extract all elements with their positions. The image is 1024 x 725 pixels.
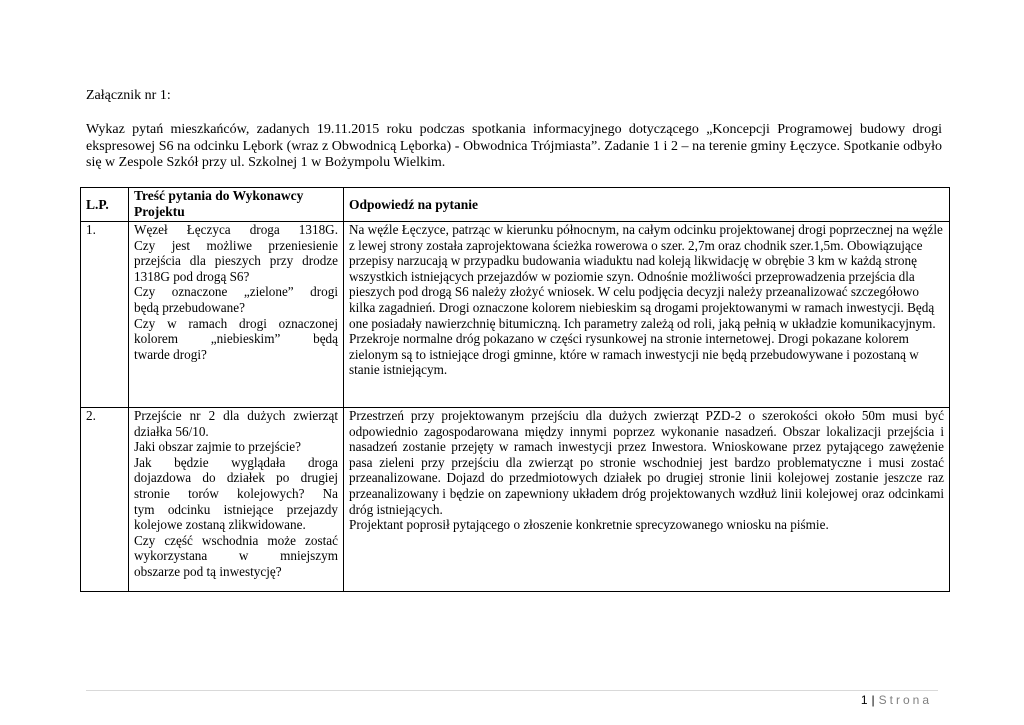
question-line: Czy jest możliwe przeniesienie (134, 237, 338, 253)
question-line: wykorzystana w mniejszym (134, 548, 338, 564)
answer-paragraph: Przestrzeń przy projektowanym przejściu dla dużych zwierząt PZD-2 o szerokości około 50m musi być odpowiednio zagospodarowana między innymi poprzez wykonanie nasadzeń. Obszar lokalizacji przejścia i nasadzeń zostanie przejęty w ramach inwestycji przez Inwestora. Wnioskowane przez pytającego zawężenie pasa zieleni przy przejściu dla zwierząt po stronie wschodniej jest bardzo problematyczne i musi zostać przeanalizowane. Dojazd do przedmiotowych działek po drugiej stronie linii kolejowej zostanie jeszcze raz przeanalizowany i będzie on zapewniony układem dróg projektowanych wzdłuż linii kolejowej oraz odcinkami dróg istniejących. (349, 408, 944, 517)
question-line: 1318G pod drogą S6? (134, 268, 250, 284)
question-line: Czy w ramach drogi oznaczonej (134, 315, 338, 331)
page-number: 1 (860, 693, 868, 707)
question-line: Czy oznaczone „zielone” drogi (134, 284, 338, 300)
answer-cell (344, 408, 950, 592)
intro-paragraph: Wykaz pytań mieszkańców, zadanych 19.11.2015 roku podczas spotkania informacyjnego dotyczącego „Koncepcji Programowej budowy drogi ekspresowej S6 na odcinku Lębork (wraz z Obwodnicą Lęborka) - Obwodnica Trójmiasta”. Zadanie 1 i 2 – na terenie gminy Łęczyce. Spotkanie odbyło się w Zespole Szkół przy ul. Szkolnej 1 w Bożympolu Wielkim. (86, 122, 942, 170)
answer-paragraph: Projektant poprosił pytającego o złoszenie konkretnie sprecyzowanego wniosku na piśmie. (349, 517, 829, 533)
table-header-row (81, 188, 950, 222)
page-word: Strona (878, 693, 932, 707)
answer-paragraph: Na węźle Łęczyce, patrząc w kierunku północnym, na całym odcinku projektowanej drogi poprzecznej na węźle z lewej strony została zaprojektowana ścieżka rowerowa o szer. 2,7m oraz chodnik szer.1,5m. Obowiązujące przepisy narzucają w przypadku budowania wiaduktu nad koleją likwidację w obrębie 3 km w każdą stronę wszystkich istniejących przejazdów w poziomie szyn. Odnośnie możliwości przeprowadzenia przejścia dla pieszych pod drogą S6 należy złożyć wniosek. W celu podjęcia decyzji należy przeanalizować szczegółowo kilka zagadnień. Drogi oznaczone kolorem niebieskim są drogami projektowanymi w ramach inwestycji. Będą one posiadały nawierzchnię bitumiczną. Ich parametry zależą od roli, jaką pełnią w układzie komunikacyjnym. Przekroje normalne dróg pokazano w części rysunkowej na stronie internetowej. Drogi pokazane kolorem zielonym są to istniejące drogi gminne, które w ramach inwestycji nie będą przebudowywane i pozostaną w stanie istniejącym. (349, 222, 943, 378)
question-line: Jak będzie wyglądała droga (134, 454, 338, 470)
footer-divider (86, 690, 938, 691)
question-line: kolejowe zostaną zlikwidowane. (134, 517, 306, 533)
row-number: 1. (81, 222, 129, 408)
question-line: kolorem „niebieskim” będą (134, 331, 338, 347)
question-line: stronie torów kolejowych? Na (134, 485, 338, 501)
page-footer (861, 692, 932, 708)
question-line: obszarze pod tą inwestycję? (134, 563, 282, 579)
question-line: przejścia dla pieszych przy drodze (134, 253, 338, 269)
questions-table (80, 187, 950, 592)
question-line: Węzeł Łęczyca droga 1318G. (134, 222, 338, 237)
question-line: Czy część wschodnia może zostać (134, 532, 338, 548)
header-answer: Odpowiedź na pytanie (344, 188, 950, 222)
page-heading: Załącznik nr 1: (86, 88, 171, 103)
question-line: Jaki obszar zajmie to przejście? (134, 439, 301, 455)
table-row (81, 408, 950, 592)
question-line: będą przebudowane? (134, 299, 245, 315)
question-cell (129, 222, 344, 408)
question-line: dojazdowa do działek po drugiej (134, 470, 338, 486)
question-line: tym odcinku istniejące przejazdy (134, 501, 338, 517)
answer-cell (344, 222, 950, 408)
question-line: działka 56/10. (134, 423, 209, 439)
footer-separator: | (871, 693, 875, 707)
table-row (81, 222, 950, 408)
row-number: 2. (81, 408, 129, 592)
question-line: twarde drogi? (134, 346, 207, 362)
question-cell (129, 408, 344, 592)
header-lp: L.P. (81, 188, 129, 222)
header-question: Treść pytania do Wykonawcy Projektu (129, 188, 344, 222)
question-line: Przejście nr 2 dla dużych zwierząt (134, 408, 338, 423)
